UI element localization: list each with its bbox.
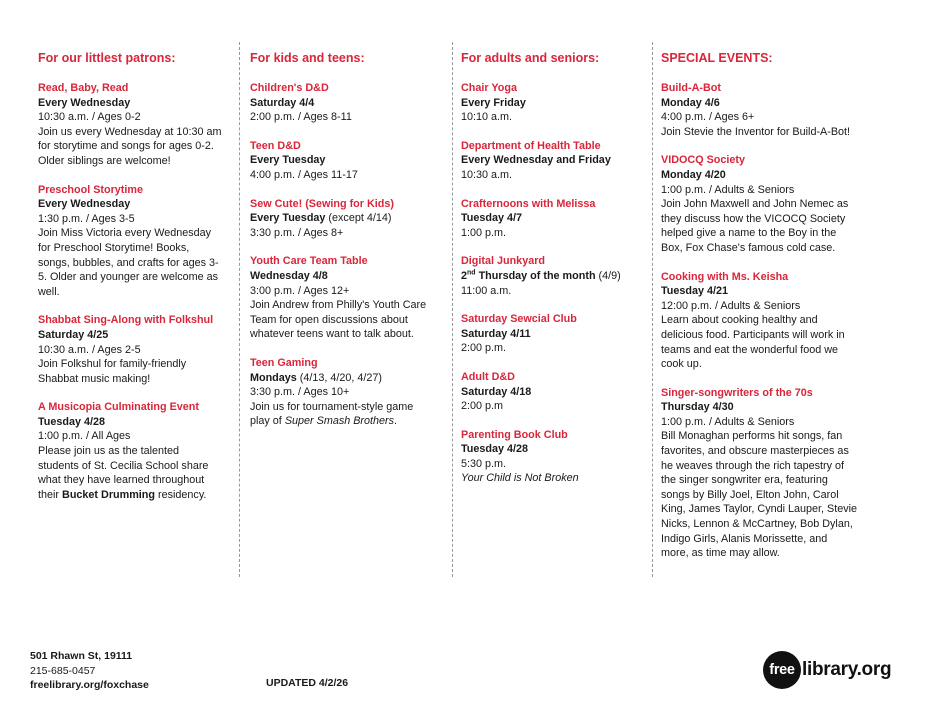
event-detail: Join Andrew from Philly's Youth Care: [250, 299, 427, 312]
event-detail: 3:30 p.m. / Ages 10+: [250, 386, 350, 399]
event-chair-yoga: [461, 81, 647, 125]
event-detail: he weaves through the rich tapestry of: [661, 459, 845, 472]
event-parenting-book-club: [461, 428, 647, 486]
event-sew-cute: [250, 197, 446, 241]
column-adults-seniors: [461, 50, 647, 500]
event-shabbat-sing-along: [38, 313, 234, 386]
event-detail: Join us every Wednesday at 10:30 am: [38, 125, 222, 138]
event-preschool-storytime: [38, 183, 234, 300]
event-teen-dnd: [250, 139, 446, 183]
event-detail: favorites, and obscure masterpieces as: [661, 445, 849, 458]
event-detail: well.: [38, 285, 60, 298]
event-vidocq-society: [661, 153, 871, 255]
event-title: Adult D&D: [461, 370, 515, 383]
event-title: Cooking with Ms. Keisha: [661, 270, 789, 283]
event-when: Saturday 4/4: [250, 96, 315, 109]
event-when: Tuesday 4/7: [461, 212, 523, 225]
event-detail: for storytime and songs for ages 0-2.: [38, 140, 214, 153]
logo-text: library.org: [802, 659, 892, 680]
event-digital-junkyard: [461, 254, 647, 298]
event-youth-care-team: [250, 254, 446, 342]
column-heading: For kids and teens:: [250, 51, 365, 65]
event-detail: 10:30 a.m.: [461, 168, 513, 181]
footer-phone: 215-685-0457: [30, 664, 96, 677]
event-detail: for Preschool Storytime! Books,: [38, 241, 190, 254]
book-title-text: Your Child is Not Broken: [461, 472, 579, 485]
event-title: Saturday Sewcial Club: [461, 313, 577, 326]
event-when: Every Tuesday (except 4/14): [250, 212, 392, 225]
event-when: Tuesday 4/21: [661, 285, 729, 298]
event-title: Read, Baby, Read: [38, 82, 129, 94]
event-when: Mondays (4/13, 4/20, 4/27): [250, 371, 383, 384]
event-detail: Bill Monaghan performs hit songs, fan: [661, 430, 843, 443]
event-when: Tuesday 4/28: [38, 415, 106, 428]
event-detail-last: their Bucket Drumming residency.: [38, 488, 207, 501]
event-detail: 5:30 p.m.: [461, 457, 507, 470]
event-detail: teams and eat the wonderful food we: [661, 343, 839, 356]
column-divider-3: [652, 42, 653, 577]
event-detail: 2:00 p.m: [461, 400, 504, 413]
event-title: Singer-songwriters of the 70s: [661, 386, 813, 399]
column-heading: For adults and seniors:: [461, 51, 600, 65]
event-build-a-bot: [661, 81, 871, 139]
event-title: Shabbat Sing-Along with Folkshul: [38, 314, 214, 327]
event-detail: 1:00 p.m. / All Ages: [38, 430, 131, 443]
event-when: Saturday 4/25: [38, 328, 109, 341]
event-detail: songs by Billy Joel, Elton John, Carol: [661, 488, 839, 501]
event-crafternoons: [461, 197, 647, 241]
event-detail-last: play of Super Smash Brothers.: [250, 415, 398, 428]
event-detail: songs, bubbles, and crafts for ages 3-: [38, 256, 219, 269]
event-detail: Older siblings are welcome!: [38, 154, 171, 167]
event-detail: 1:00 p.m. / Adults & Seniors: [661, 183, 795, 196]
column-kids-teens: [250, 50, 446, 443]
event-cooking-ms-keisha: [661, 270, 871, 372]
event-title: VIDOCQ Society: [661, 154, 745, 167]
logo-circle: free: [763, 651, 801, 689]
event-when: Monday 4/20: [661, 168, 726, 181]
event-when: Every Tuesday: [250, 154, 326, 167]
column-littlest-patrons: [38, 50, 234, 516]
event-detail: 10:30 a.m. / Ages 0-2: [38, 111, 141, 124]
event-detail: Box, Fox Chase's famous cold case.: [661, 241, 836, 254]
event-detail: more, as time may allow.: [661, 547, 780, 560]
event-detail: Join Miss Victoria every Wednesday: [38, 227, 212, 240]
event-when: Every Friday: [461, 96, 526, 109]
event-adult-dnd: [461, 370, 647, 414]
event-detail: Learn about cooking healthy and: [661, 314, 818, 327]
freelibrary-logo: [763, 651, 891, 689]
event-when: Wednesday 4/8: [250, 269, 328, 282]
event-when: Every Wednesday and Friday: [461, 154, 611, 167]
event-detail: Shabbat music making!: [38, 372, 151, 385]
event-title: Sew Cute! (Sewing for Kids): [250, 197, 394, 210]
event-detail: Please join us as the talented: [38, 445, 180, 458]
event-detail: 10:10 a.m.: [461, 111, 513, 124]
event-detail: helped give a name to the Boy in the: [661, 227, 837, 240]
event-when: Saturday 4/11: [461, 327, 531, 340]
event-title: Teen Gaming: [250, 356, 318, 369]
game-title-text: Super Smash Brothers: [284, 415, 395, 428]
event-title: Parenting Book Club: [461, 428, 568, 441]
event-title: Digital Junkyard: [461, 255, 545, 268]
event-title: Crafternoons with Melissa: [461, 197, 596, 210]
event-detail: 11:00 a.m.: [461, 284, 512, 297]
event-when: Monday 4/6: [661, 96, 720, 109]
event-title: Children's D&D: [250, 82, 329, 94]
event-detail: 10:30 a.m. / Ages 2-5: [38, 343, 141, 356]
event-title: Preschool Storytime: [38, 183, 144, 196]
event-detail: 4:00 p.m. / Ages 11-17: [250, 168, 358, 181]
event-childrens-dnd: [250, 81, 446, 125]
event-detail: delicious food. Participants will work in: [661, 328, 845, 341]
column-special-events: [661, 50, 871, 575]
event-title: Teen D&D: [250, 139, 301, 152]
event-musicopia: [38, 400, 234, 502]
event-detail: Join us for tournament-style game: [250, 400, 414, 413]
footer-address: 501 Rhawn St, 19111: [30, 650, 133, 662]
event-detail: students of St. Cecilia School share: [38, 459, 209, 472]
event-detail: 1:00 p.m.: [461, 226, 507, 239]
footer-website: freelibrary.org/foxchase: [30, 679, 149, 691]
event-health-table: [461, 139, 647, 183]
event-title: A Musicopia Culminating Event: [38, 401, 199, 414]
event-when: 2nd Thursday of the month (4/9): [461, 269, 621, 282]
event-when: Every Wednesday: [38, 198, 131, 211]
event-sewcial-club: [461, 312, 647, 356]
event-when: Thursday 4/30: [661, 401, 734, 414]
event-detail: Join Folkshul for family-friendly: [38, 358, 187, 371]
event-detail: 2:00 p.m. / Ages 8-11: [250, 111, 352, 124]
event-detail: Nicks, Lennon & McCartney, Bob Dylan,: [661, 518, 853, 531]
event-detail: 2:00 p.m.: [461, 342, 507, 355]
footer-contact: [30, 649, 149, 693]
event-detail: Team for open discussions about: [250, 313, 408, 326]
event-detail: 5. Older and younger are welcome as: [38, 271, 219, 284]
event-detail: 3:30 p.m. / Ages 8+: [250, 226, 344, 239]
event-detail: Join Stevie the Inventor for Build-A-Bot!: [661, 125, 851, 138]
event-title: Department of Health Table: [461, 139, 601, 152]
column-divider-2: [452, 42, 453, 577]
event-teen-gaming: [250, 356, 446, 429]
bucket-drumming-text: Bucket Drumming: [62, 488, 156, 501]
event-title: Chair Yoga: [461, 82, 517, 94]
event-detail: Indigo Girls, Alanis Morissette, and: [661, 532, 828, 545]
updated-date: UPDATED 4/2/26: [266, 677, 349, 689]
event-detail: 4:00 p.m. / Ages 6+: [661, 111, 755, 124]
event-singer-songwriters: [661, 386, 871, 561]
event-detail: the singer songwriter era, featuring: [661, 474, 828, 487]
event-detail: King, James Taylor, Cyndi Lauper, Stevie: [661, 503, 858, 516]
event-when: Tuesday 4/28: [461, 443, 529, 456]
column-heading: SPECIAL EVENTS:: [661, 51, 773, 65]
event-detail: whatever teens want to talk about.: [250, 328, 414, 341]
event-title: Build-A-Bot: [661, 82, 721, 94]
event-detail: what they have learned throughout: [38, 474, 205, 487]
event-when: Saturday 4/18: [461, 385, 532, 398]
event-detail: 12:00 p.m. / Adults & Seniors: [661, 299, 801, 312]
event-detail: 1:00 p.m. / Adults & Seniors: [661, 415, 795, 428]
event-title: Youth Care Team Table: [250, 255, 368, 268]
event-detail: cook up.: [661, 358, 702, 371]
event-detail: they discuss how the VICOCQ Society: [661, 212, 846, 225]
column-divider-1: [239, 42, 240, 577]
event-detail: 1:30 p.m. / Ages 3-5: [38, 212, 135, 225]
event-detail: 3:00 p.m. / Ages 12+: [250, 284, 350, 297]
event-read-baby-read: [38, 81, 234, 169]
column-heading: For our littlest patrons:: [38, 51, 176, 65]
event-when: Every Wednesday: [38, 96, 131, 109]
event-detail: Join John Maxwell and John Nemec as: [661, 198, 849, 211]
